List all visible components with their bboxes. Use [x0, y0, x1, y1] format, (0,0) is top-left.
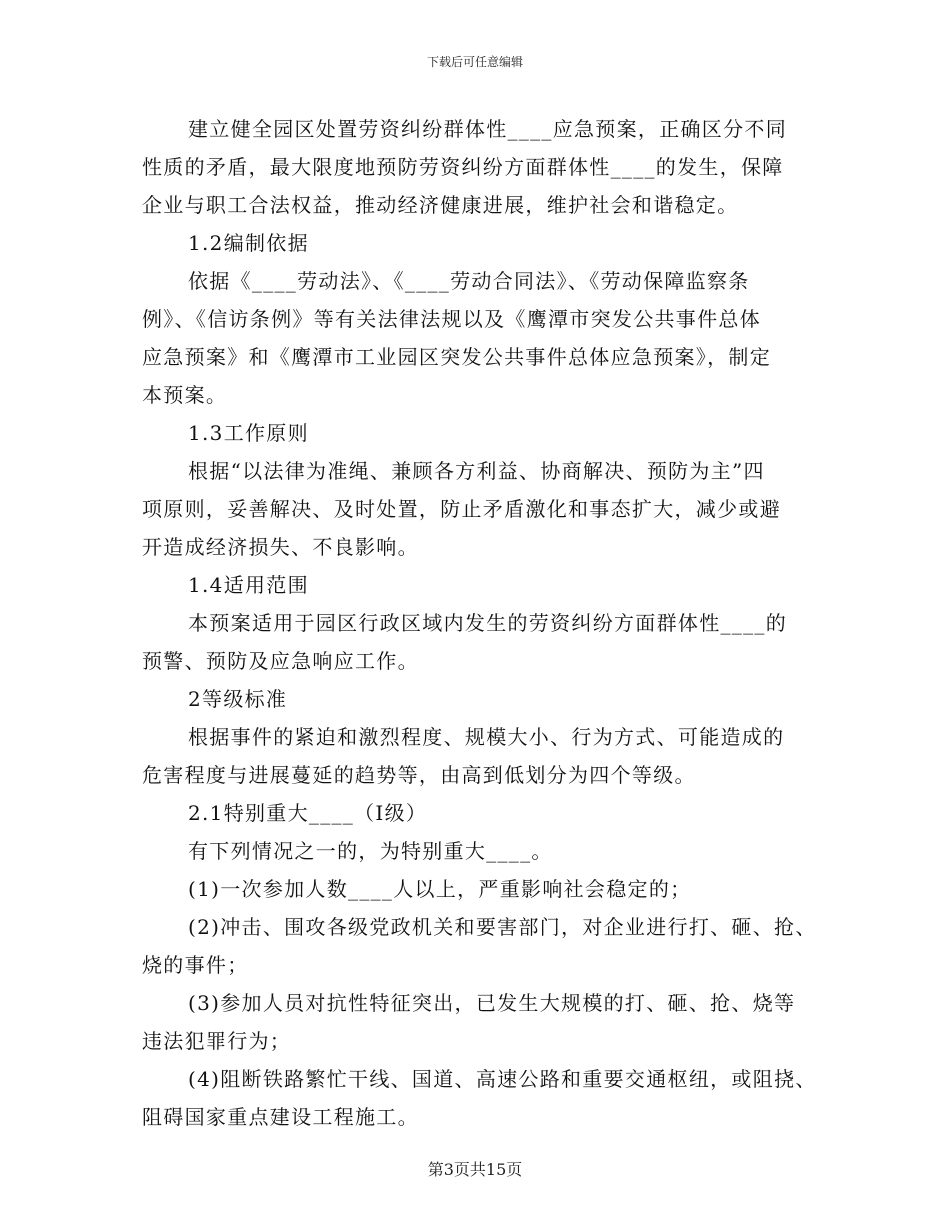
paragraph-line: 依据《____劳动法》、《____劳动合同法》、《劳动保障监察条: [188, 269, 750, 293]
list-item: (4)阻断铁路繁忙干线、国道、高速公路和重要交通枢纽，或阻挠、: [188, 1067, 817, 1091]
paragraph-line: 本预案适用于园区行政区域内发生的劳资纠纷方面群体性____的: [188, 611, 787, 635]
paragraph-line: 预警、预防及应急响应工作。: [142, 649, 419, 673]
list-item-continuation: 违法犯罪行为；: [142, 1029, 292, 1053]
page-header: 下载后可任意编辑: [426, 55, 523, 69]
paragraph-line: 危害程度与进展蔓延的趋势等，由高到低划分为四个等级。: [142, 763, 696, 787]
section-heading: 1.4适用范围: [188, 573, 309, 597]
paragraph-line: 有下列情况之一的，为特别重大____。: [188, 839, 553, 863]
paragraph-line: 企业与职工合法权益，推动经济健康进展，维护社会和谐稳定。: [142, 193, 739, 217]
paragraph-line: 建立健全园区处置劳资纠纷群体性____应急预案，正确区分不同: [188, 117, 787, 141]
section-heading: 1.2编制依据: [188, 231, 309, 255]
paragraph-line: 本预案。: [142, 383, 228, 407]
list-item-continuation: 阻碍国家重点建设工程施工。: [142, 1105, 419, 1129]
list-item: (3)参加人员对抗性特征突出，已发生大规模的打、砸、抢、烧等: [188, 991, 796, 1015]
section-heading: 1.3工作原则: [188, 421, 309, 445]
list-item: (2)冲击、围攻各级党政机关和要害部门，对企业进行打、砸、抢、: [188, 915, 817, 939]
list-item-continuation: 烧的事件；: [142, 953, 249, 977]
paragraph-line: 项原则，妥善解决、及时处置，防止矛盾激化和事态扩大，减少或避: [142, 497, 781, 521]
list-item: (1)一次参加人数____人以上，严重影响社会稳定的；: [188, 877, 692, 901]
page-number-footer: 第3页共15页: [427, 1160, 523, 1179]
section-heading: 2等级标准: [188, 687, 288, 711]
paragraph-line: 开造成经济损失、不良影响。: [142, 535, 419, 559]
section-heading: 2.1特别重大____（Ⅰ级）: [188, 801, 428, 825]
paragraph-line: 应急预案》和《鹰潭市工业园区突发公共事件总体应急预案》，制定: [142, 345, 771, 369]
paragraph-line: 根据“以法律为准绳、兼顾各方利益、协商解决、预防为主”四: [188, 459, 765, 483]
paragraph-line: 根据事件的紧迫和激烈程度、规模大小、行为方式、可能造成的: [188, 725, 785, 749]
paragraph-line: 性质的矛盾，最大限度地预防劳资纠纷方面群体性____的发生，保障: [142, 155, 784, 179]
paragraph-line: 例》、《信访条例》等有关法律法规以及《鹰潭市突发公共事件总体: [142, 307, 761, 331]
